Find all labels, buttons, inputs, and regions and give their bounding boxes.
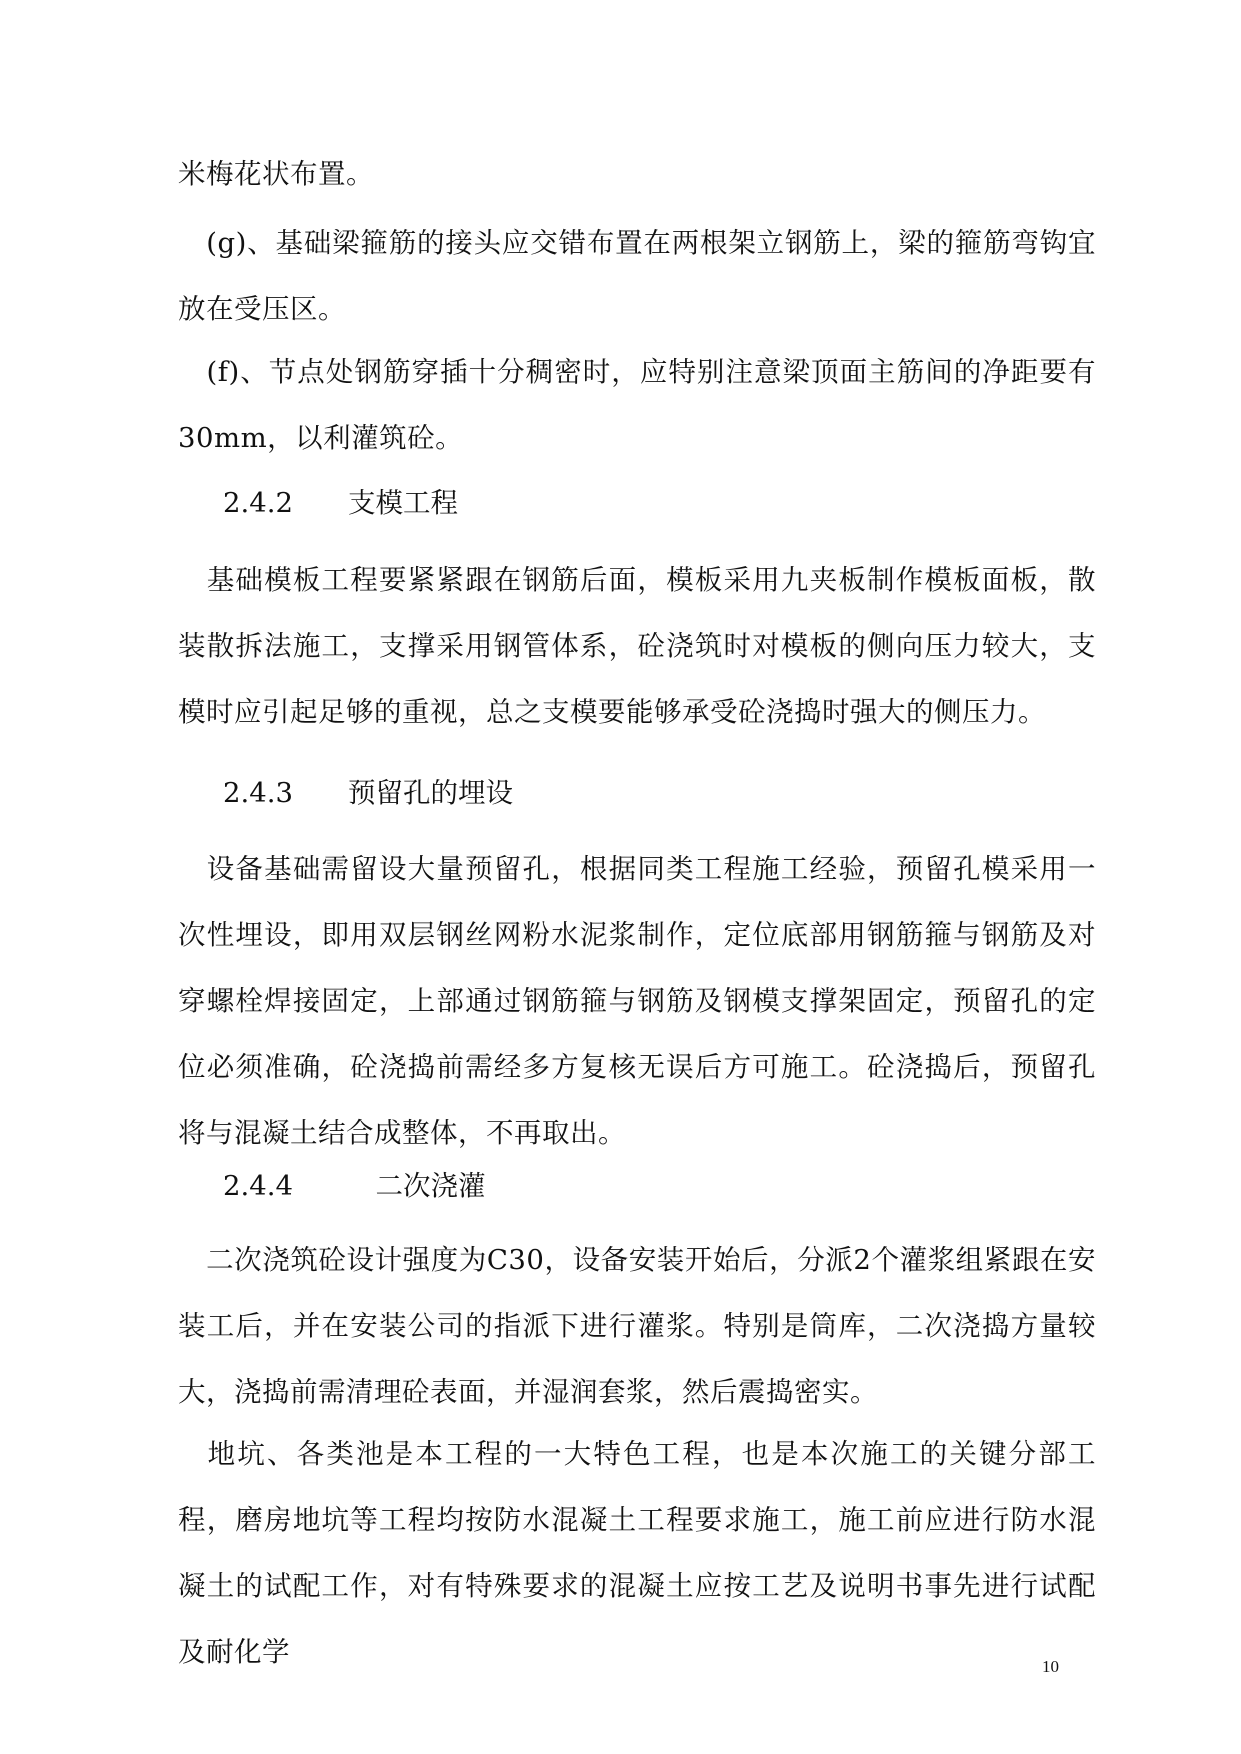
paragraph-pits-pools: 地坑、各类池是本工程的一大特色工程，也是本次施工的关键分部工程，磨房地坑等工程均按防水混凝土工程要求施工，施工前应进行防水混凝土的试配工作，对有特殊要求的混凝土应按工艺及说明书事先进行试配及耐化学	[178, 1438, 1096, 1668]
paragraph-item-f: (f)、节点处钢筋穿插十分稠密时，应特别注意梁顶面主筋间的净距要有30mm，以利灌筑砼。	[178, 356, 1096, 454]
paragraph-formwork: 基础模板工程要紧紧跟在钢筋后面，模板采用九夹板制作模板面板，散装散拆法施工，支撑采用钢管体系，砼浇筑时对模板的侧向压力较大，支模时应引起足够的重视，总之支模要能够承受砼浇捣时强大的侧压力。	[178, 564, 1096, 728]
paragraph-continuation: 米梅花状布置。	[178, 158, 374, 190]
paragraph-item-g: (g)、基础梁箍筋的接头应交错布置在两根架立钢筋上，梁的箍筋弯钩宜放在受压区。	[178, 227, 1096, 325]
heading-2-4-3: 2.4.3 预留孔的埋设	[223, 777, 513, 809]
page-number: 10	[1042, 1657, 1059, 1676]
heading-2-4-4: 2.4.4 二次浇灌	[223, 1170, 486, 1202]
paragraph-secondary-grouting: 二次浇筑砼设计强度为C30，设备安装开始后，分派2个灌浆组紧跟在安装工后，并在安装公司的指派下进行灌浆。特别是筒库，二次浇捣方量较大，浇捣前需清理砼表面，并湿润套浆，然后震捣密实。	[178, 1244, 1096, 1408]
paragraph-reserved-holes: 设备基础需留设大量预留孔，根据同类工程施工经验，预留孔模采用一次性埋设，即用双层钢丝网粉水泥浆制作，定位底部用钢筋箍与钢筋及对穿螺栓焊接固定，上部通过钢筋箍与钢筋及钢模支撑架固定，预留孔的定位必须准确，砼浇捣前需经多方复核无误后方可施工。砼浇捣后，预留孔将与混凝土结合成整体，不再取出。	[178, 853, 1096, 1149]
heading-2-4-2: 2.4.2 支模工程	[223, 487, 458, 519]
